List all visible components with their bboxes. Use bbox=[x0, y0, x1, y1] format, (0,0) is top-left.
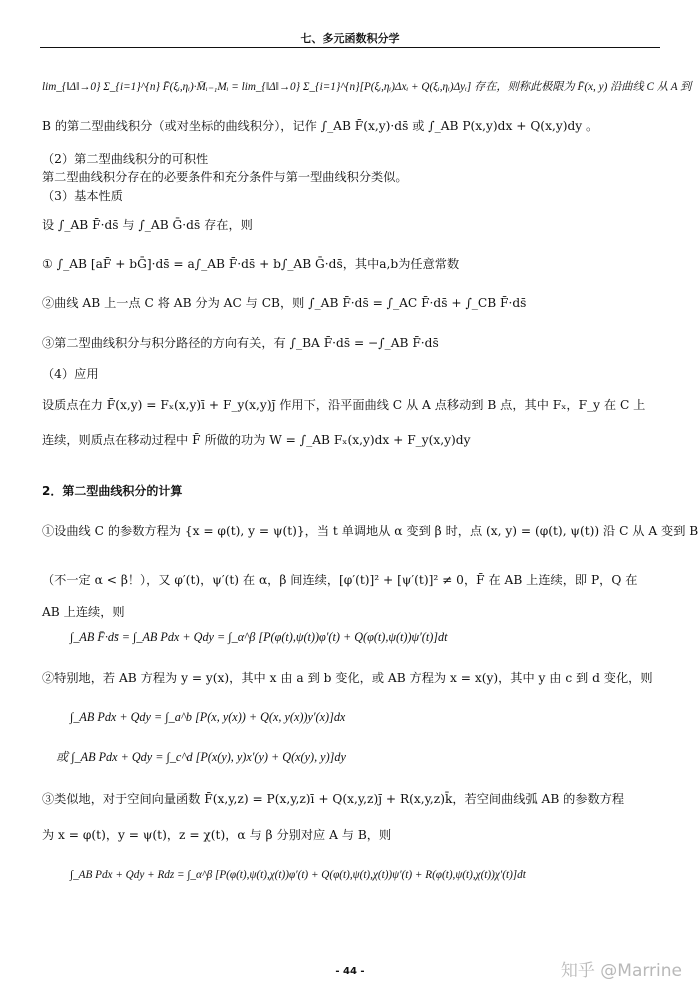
explicit-formula-x: ∫_AB Pdx + Qdy = ∫_a^b [P(x, y(x)) + Q(x, y(x))y′(x)]dx bbox=[70, 710, 346, 724]
properties-premise: 设 ∫_AB F̄·ds̄ 与 ∫_AB Ḡ·ds̄ 存在，则 bbox=[42, 218, 253, 232]
header-rule bbox=[40, 47, 660, 48]
space-curve-text-1: ③类似地，对于空间向量函数 F̄(x,y,z) = P(x,y,z)ī + Q(x,y,z)j̄ + R(x,y,z)k̄，若空间曲线弧 AB 的参数方程 bbox=[42, 792, 625, 806]
explicit-formula-y: 或 ∫_AB Pdx + Qdy = ∫_c^d [P(x(y), y)x′(y) + Q(x(y), y)]dy bbox=[56, 750, 346, 764]
watermark-text: 知乎 @Marrine bbox=[560, 961, 682, 981]
notation-line: B 的第二型曲线积分（或对坐标的曲线积分），记作 ∫_AB F̄(x,y)·ds̄ 或 ∫_AB P(x,y)dx + Q(x,y)dy 。 bbox=[42, 119, 599, 133]
parametric-case-3: AB 上连续，则 bbox=[42, 605, 125, 619]
subheading-integrability: （2）第二型曲线积分的可积性 bbox=[42, 152, 209, 166]
explicit-curve-text: ②特别地，若 AB 方程为 y = y(x)，其中 x 由 a 到 b 变化，或 AB 方程为 x = x(y)，其中 y 由 c 到 d 变化，则 bbox=[42, 671, 653, 685]
parametric-formula: ∫_AB F̄·ds̄ = ∫_AB Pdx + Qdy = ∫_α^β [P(φ(t),ψ(t))φ′(t) + Q(φ(t),ψ(t))ψ′(t)]dt bbox=[70, 630, 448, 644]
page-number: - 44 - bbox=[335, 966, 365, 977]
page-header-title: 七、多元函数积分学 bbox=[300, 32, 400, 45]
section-title-computation: 2．第二型曲线积分的计算 bbox=[42, 484, 183, 498]
subheading-application: （4）应用 bbox=[42, 367, 99, 381]
space-curve-text-2: 为 x = φ(t)，y = ψ(t)，z = χ(t)，α 与 β 分别对应 A 与 B，则 bbox=[42, 828, 392, 842]
application-text-1: 设质点在力 F̄(x,y) = Fₓ(x,y)ī + F_y(x,y)j̄ 作用下，沿平面曲线 C 从 A 点移动到 B 点，其中 Fₓ，F_y 在 C 上 bbox=[42, 398, 646, 412]
subheading-properties: （3）基本性质 bbox=[42, 189, 123, 203]
property-linearity: ① ∫_AB [aF̄ + bḠ]·ds̄ = a∫_AB F̄·ds̄ + b∫_AB Ḡ·ds̄，其中a,b为任意常数 bbox=[42, 257, 460, 271]
parametric-case-1: ①设曲线 C 的参数方程为 {x = φ(t), y = ψ(t)}，当 t 单调地从 α 变到 β 时，点 (x, y) = (φ(t), ψ(t)) 沿 C 从 A 变到 B bbox=[42, 524, 699, 538]
parametric-case-2: （不一定 α < β！），又 φ′(t)，ψ′(t) 在 α，β 间连续，[φ′(t)]² + [ψ′(t)]² ≠ 0，F̄ 在 AB 上连续，即 P，Q 在 bbox=[42, 573, 638, 587]
application-text-2: 连续，则质点在移动过程中 F̄ 所做的功为 W = ∫_AB Fₓ(x,y)dx + F_y(x,y)dy bbox=[42, 433, 471, 447]
property-additivity: ②曲线 AB 上一点 C 将 AB 分为 AC 与 CB，则 ∫_AB F̄·ds̄ = ∫_AC F̄·ds̄ + ∫_CB F̄·ds̄ bbox=[42, 296, 527, 310]
limit-definition-line: lim_{‖Δ‖→0} Σ_{i=1}^{n} F̄(ξᵢ,ηᵢ)·M̄ᵢ₋₁Mᵢ = lim_{‖Δ‖→0} Σ_{i=1}^{n}[P(ξᵢ,ηᵢ)Δxᵢ + Q(ξᵢ,ηᵢ)Δyᵢ] 存在，则称此极限为 F̄(x, y) 沿曲线 C 从 A 到 bbox=[42, 81, 692, 93]
space-curve-formula: ∫_AB Pdx + Qdy + Rdz = ∫_α^β [P(φ(t),ψ(t),χ(t))φ′(t) + Q(φ(t),ψ(t),χ(t))ψ′(t) + R(φ(t),ψ(t),χ(t))χ′(t)]dt bbox=[70, 869, 526, 881]
property-direction: ③第二型曲线积分与积分路径的方向有关，有 ∫_BA F̄·ds̄ = −∫_AB F̄·ds̄ bbox=[42, 336, 439, 350]
integrability-text: 第二型曲线积分存在的必要条件和充分条件与第一型曲线积分类似。 bbox=[42, 170, 408, 184]
